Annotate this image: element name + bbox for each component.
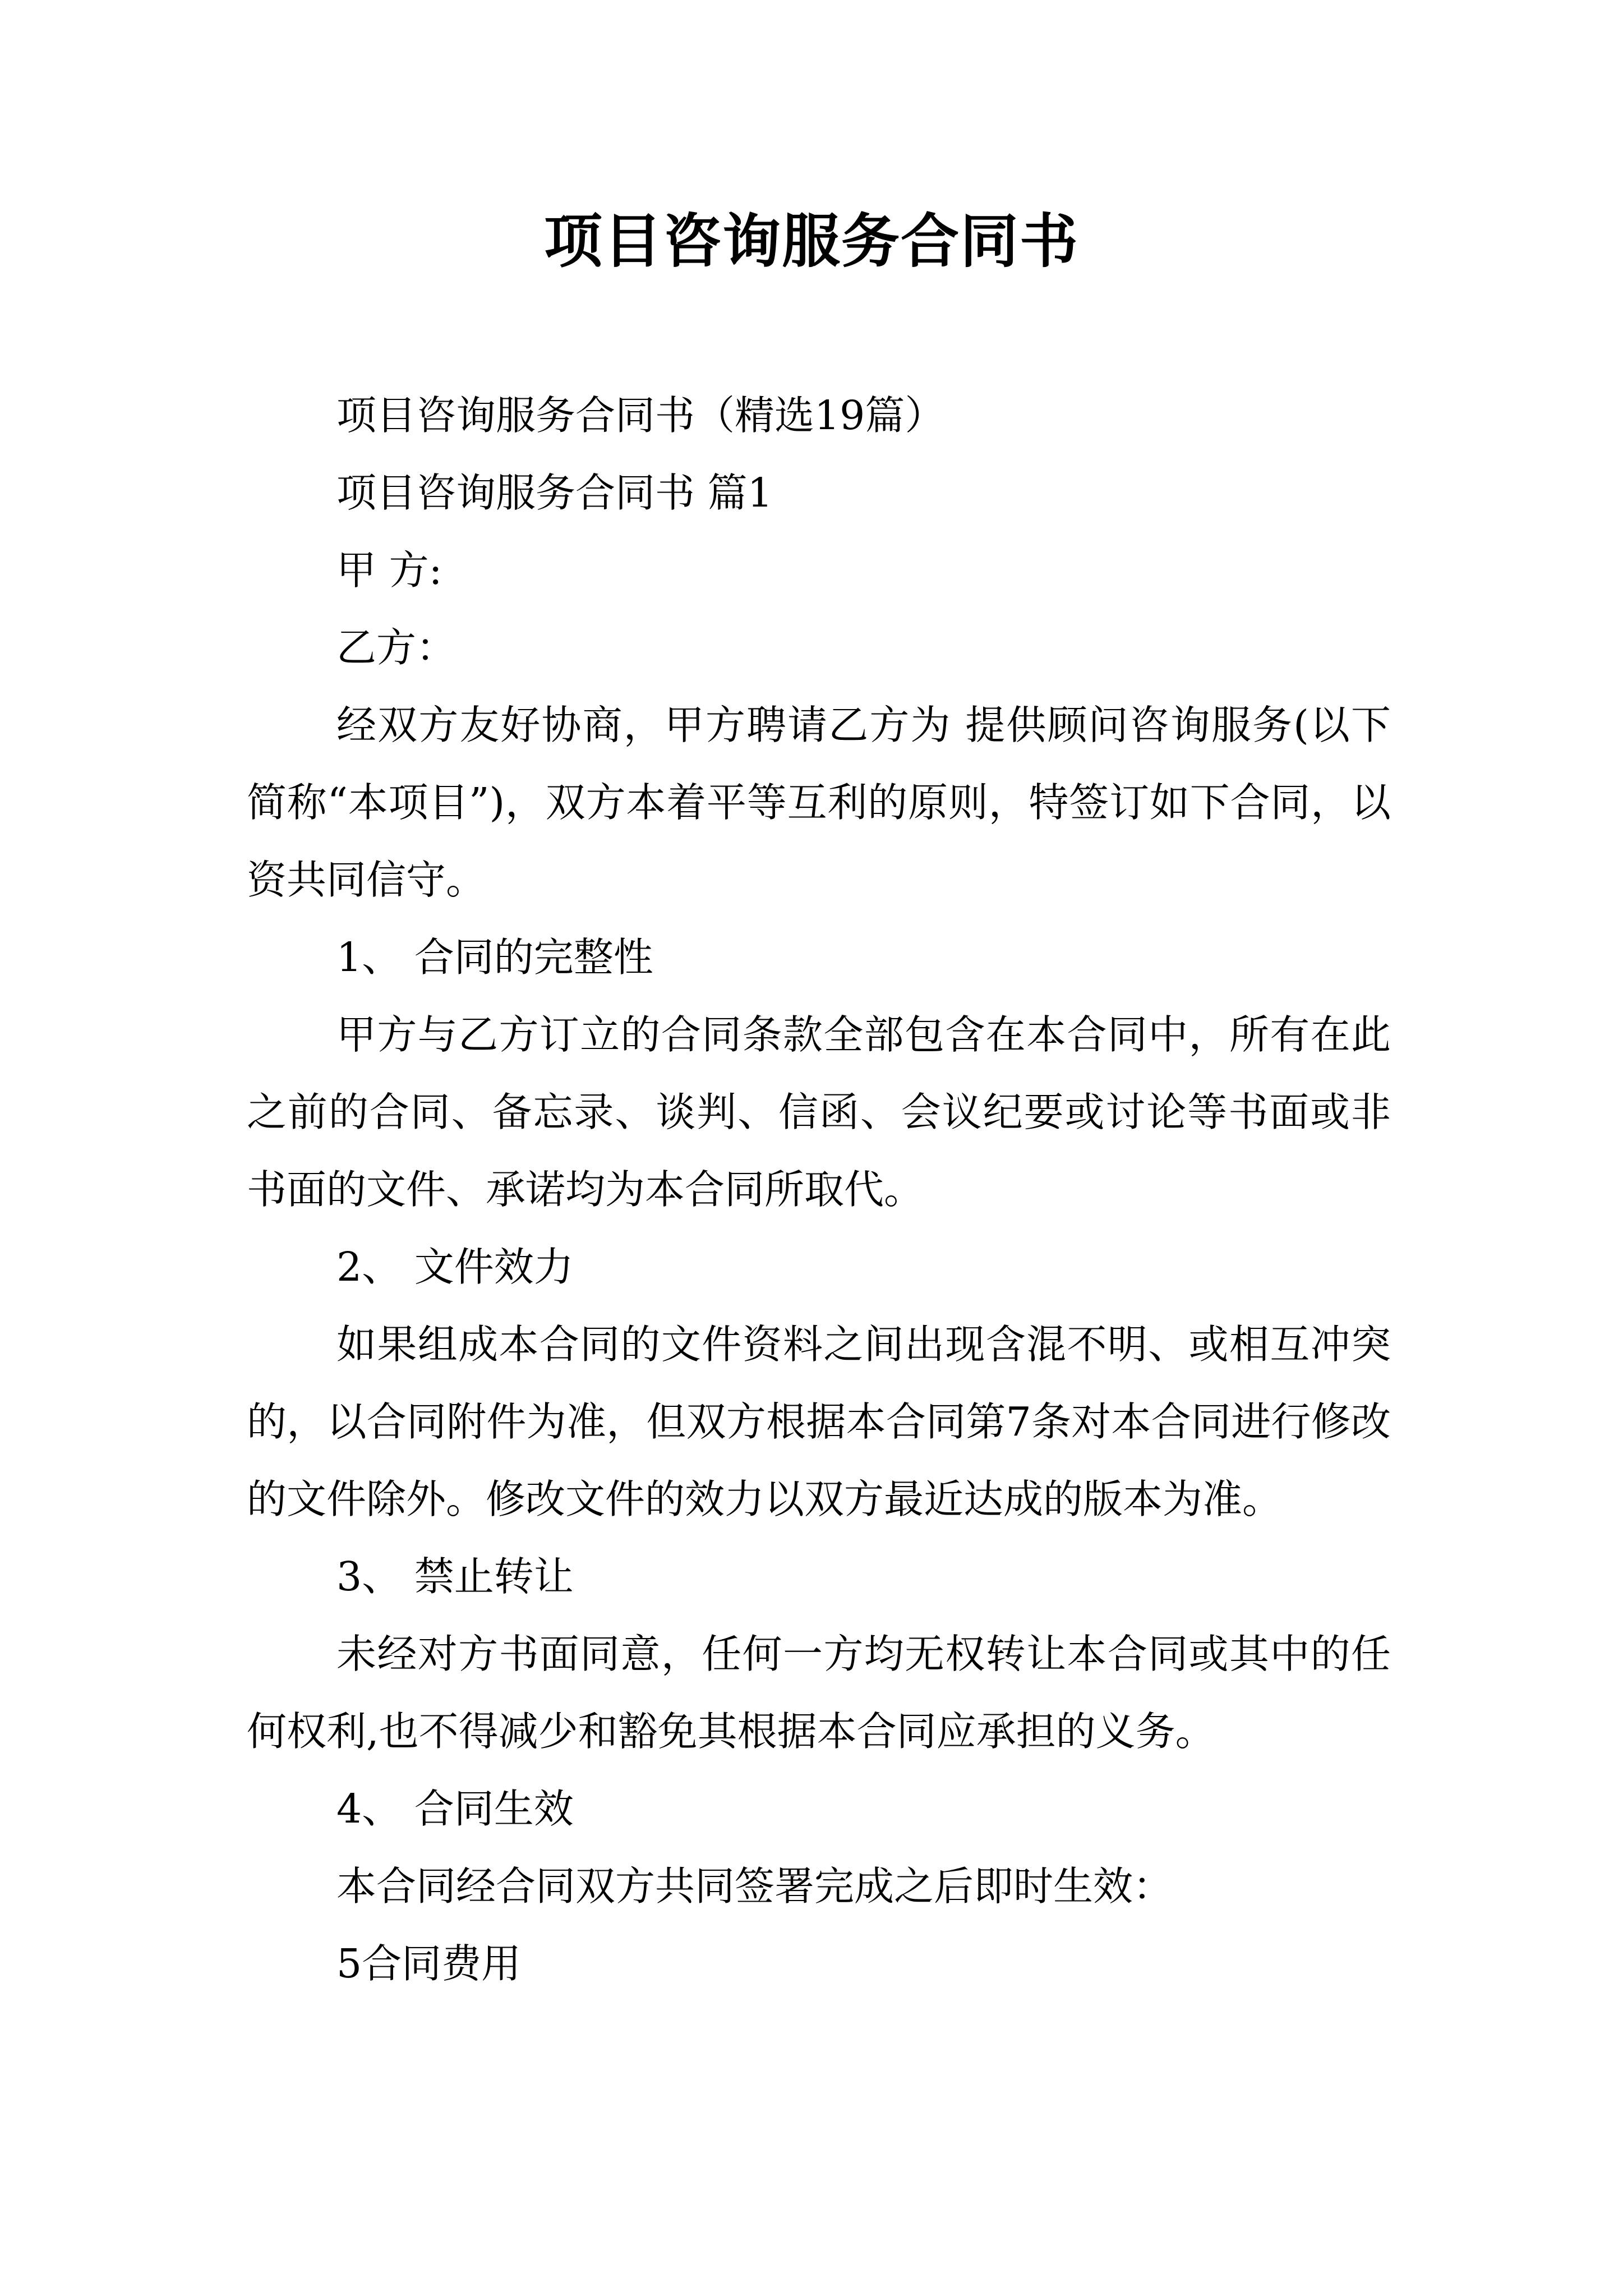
clause-body-4: 本合同经合同双方共同签署完成之后即时生效： — [336, 1863, 1173, 1910]
party-a-label: 甲 方: — [336, 547, 442, 593]
clause-heading-5: 5合同费用 — [336, 1940, 522, 1987]
section-heading: 项目咨询服务合同书 篇1 — [336, 470, 773, 516]
clause-heading-1: 1、 合同的完整性 — [336, 934, 653, 981]
subtitle-paragraph: 项目咨询服务合同书（精选19篇） — [336, 392, 945, 439]
clause-heading-3: 3、 禁止转让 — [336, 1553, 574, 1600]
document-body — [247, 377, 1391, 2003]
document-title: 项目咨询服务合同书 — [543, 206, 1079, 275]
clause-heading-4: 4、 合同生效 — [336, 1786, 574, 1832]
intro-paragraph: 经双方友好协商，甲方聘请乙方为 提供顾问咨询服务(以下简称“本项目”)，双方本着平等互利的原则，特签订如下合同，以资共同信守。 — [247, 702, 1391, 903]
clause-body-3: 未经对方书面同意，任何一方均无权转让本合同或其中的任何权利,也不得减少和豁免其根据本合同应承担的义务。 — [247, 1631, 1391, 1755]
clause-body-2: 如果组成本合同的文件资料之间出现含混不明、或相互冲突的，以合同附件为准，但双方根据本合同第7条对本合同进行修改的文件除外。修改文件的效力以双方最近达成的版本为准。 — [247, 1321, 1391, 1522]
clause-heading-2: 2、 文件效力 — [336, 1244, 574, 1290]
party-b-label: 乙方： — [336, 624, 457, 671]
clause-body-1: 甲方与乙方订立的合同条款全部包含在本合同中，所有在此之前的合同、备忘录、谈判、信函、会议纪要或讨论等书面或非书面的文件、承诺均为本合同所取代。 — [247, 1011, 1391, 1213]
